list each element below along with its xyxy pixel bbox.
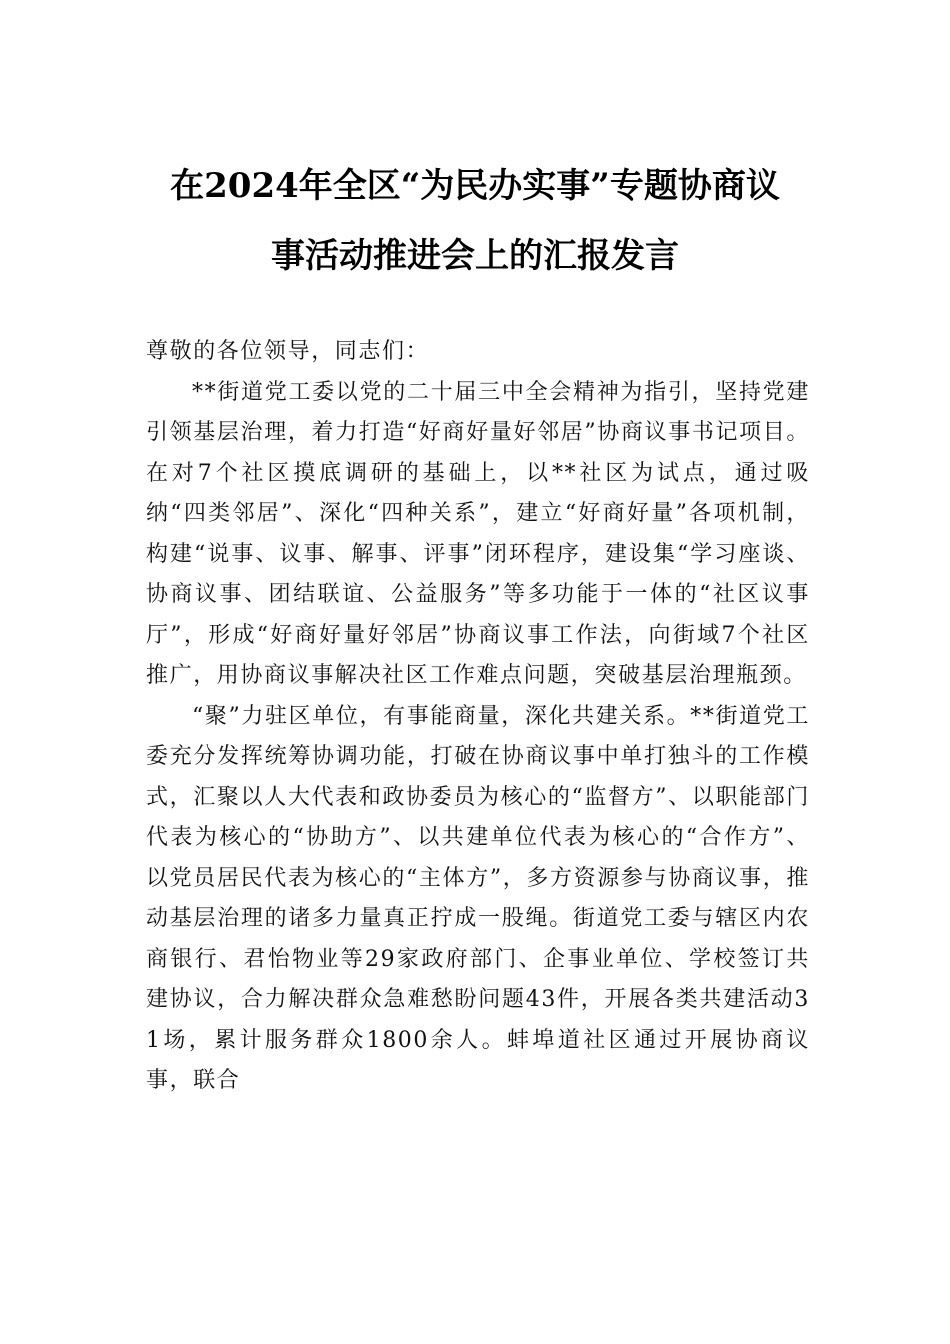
title-line-2: 事活动推进会上的汇报发言 <box>271 236 679 276</box>
paragraph-2: “聚”力驻区单位，有事能商量，深化共建关系。**街道党工委充分发挥统筹协调功能，打破在协商议事中单打独斗的工作模式，汇聚以人大代表和政协委员为核心的“监督方”、以职能部门代表为核心的“协助方”、以共建单位代表为核心的“合作方”、以党员居民代表为核心的“主体方”，多方资源参与协商议事，推动基层治理的诸多力量真正拧成一股绳。街道党工委与辖区内农商银行、君怡物业等29家政府部门、企事业单位、学校签订共建协议，合力解决群众急难愁盼问题43件，开展各类共建活动31场，累计服务群众1800余人。蚌埠道社区通过开展协商议事，联合 <box>146 703 810 1093</box>
document-title <box>120 158 830 284</box>
salutation: 尊敬的各位领导，同志们： <box>146 339 430 364</box>
document-body <box>146 332 810 1102</box>
paragraph-1: **街道党工委以党的二十届三中全会精神为指引，坚持党建引领基层治理，着力打造“好商好量好邻居”协商议事书记项目。在对7个社区摸底调研的基础上，以**社区为试点，通过吸纳“四类邻居”、深化“四种关系”，建立“好商好量”各项机制，构建“说事、议事、解事、评事”闭环程序，建设集“学习座谈、协商议事、团结联谊、公益服务”等多功能于一体的“社区议事厅”，形成“好商好量好邻居”协商议事工作法，向街域7个社区推广，用协商议事解决社区工作难点问题，突破基层治理瓶颈。 <box>146 379 810 688</box>
title-line-1: 在2024年全区“为民办实事”专题协商议 <box>170 166 780 206</box>
